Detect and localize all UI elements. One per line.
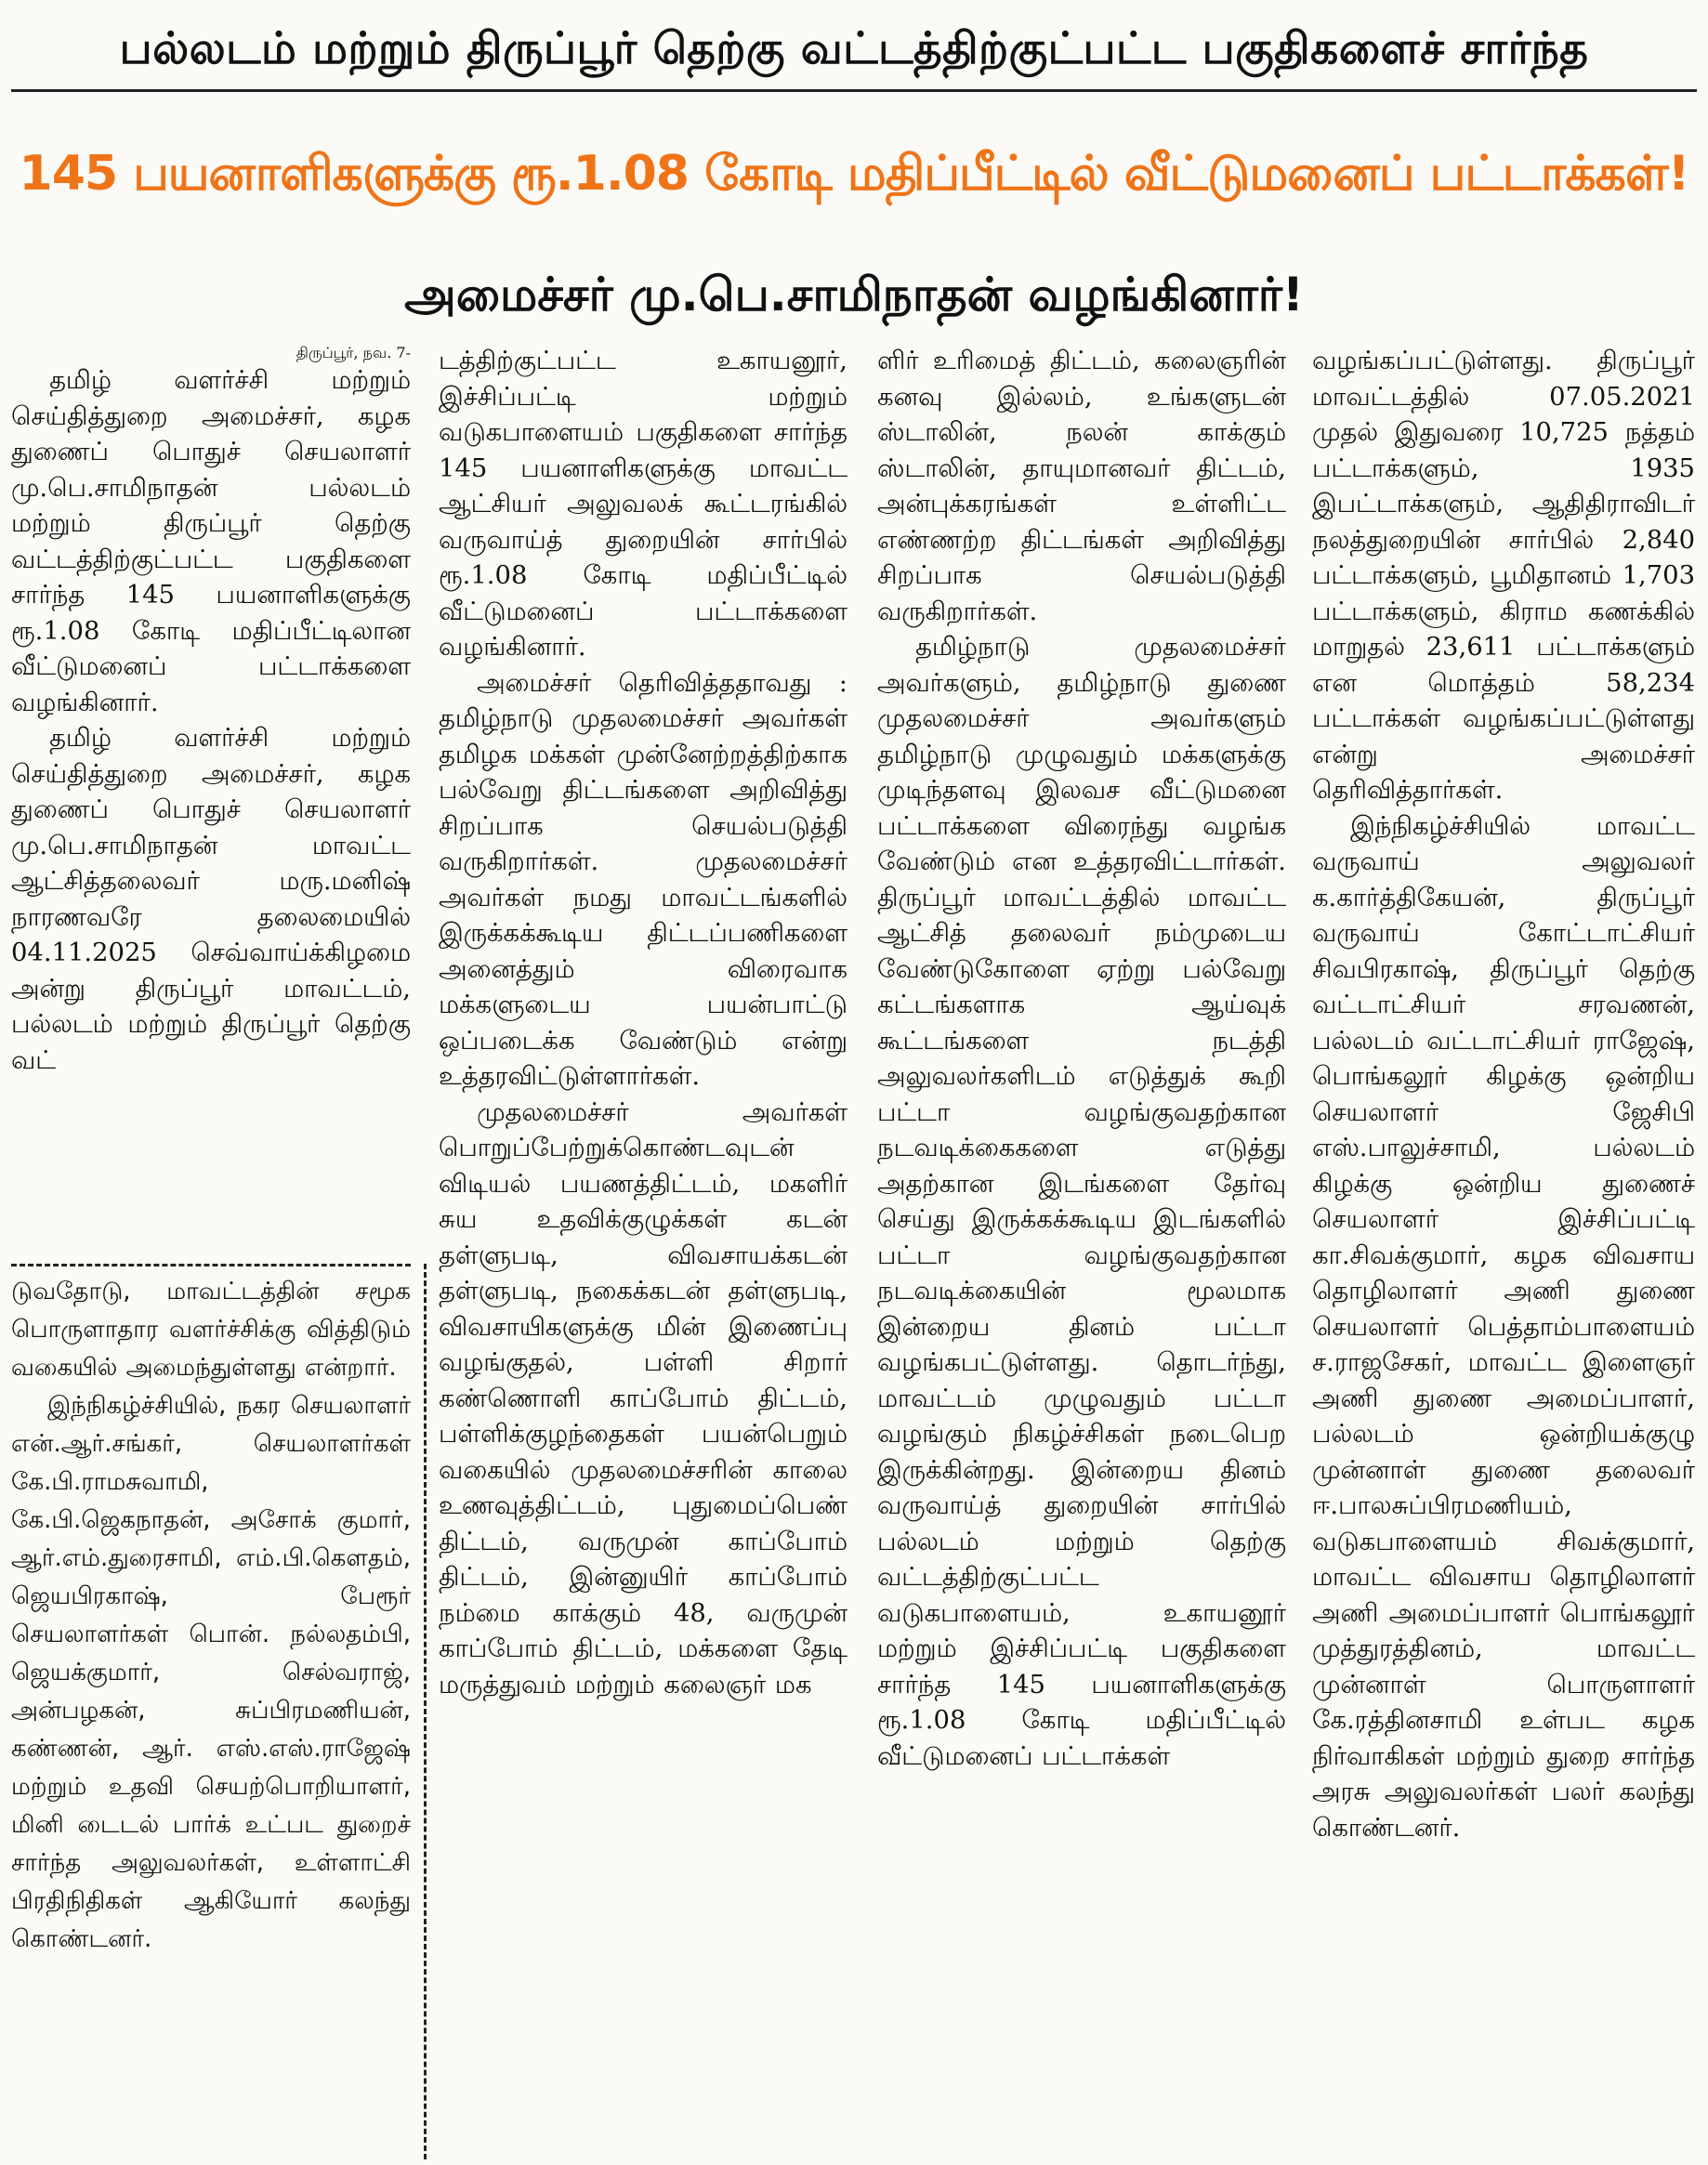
sub-headline: அமைச்சர் மு.பெ.சாமிநாதன் வழங்கினார்! — [404, 268, 1304, 321]
box-top-divider — [11, 1264, 411, 1266]
column-4 — [1312, 344, 1695, 2165]
paragraph: தமிழ் வளர்ச்சி மற்றும் செய்தித்துறை அமைச்சர், கழக துணைப் பொதுச் செயலாளர் மு.பெ.சாமிநாதன் மாவட்ட ஆட்சித்தலைவர் மரு.மனிஷ் நாரணவரே தலைமையில் 04.11.2025 செவ்வாய்க்கிழமை அன்று திருப்பூர் மாவட்டம், பல்லடம் மற்றும் திருப்பூர் தெற்கு வட் — [11, 724, 411, 1075]
paragraph: முதலமைச்சர் அவர்கள் பொறுப்பேற்றுக்கொண்டவுடன் விடியல் பயணத்திட்டம், மகளிர் சுய உதவிக்குழுக்கள் கடன் தள்ளுபடி, விவசாயக்கடன் தள்ளுபடி, நகைக்கடன் தள்ளுபடி, விவசாயிகளுக்கு மின் இணைப்பு வழங்குதல், பள்ளி சிறார் கண்ணொளி காப்போம் திட்டம், பள்ளிக்குழந்தைகள் பயன்பெறும் வகையில் முதலமைச்சரின் காலை உணவுத்திட்டம், புதுமைப்பெண் திட்டம், வருமுன் காப்போம் திட்டம், இன்னுயிர் காப்போம் நம்மை காக்கும் 48, வருமுன் காப்போம் திட்டம், மக்களை தேடி மருத்துவம் மற்றும் கலைஞர் மக — [439, 1097, 847, 1699]
article-body — [11, 344, 1697, 2165]
paragraph: இந்நிகழ்ச்சியில், நகர செயலாளர் என்.ஆர்.சங்கர், செயலாளர்கள் கே.பி.ராமசுவாமி, கே.பி.ஜெகநாதன், அசோக் குமார், ஆர்.எம்.துரைசாமி, எம்.பி.கௌதம், ஜெயபிரகாஷ், பேரூர் செயலாளர்கள் பொன். நல்லதம்பி, ஜெயக்குமார், செல்வராஜ், அன்பழகன், சுப்பிரமணியன், கண்ணன், ஆர். எஸ்.எஸ்.ராஜேஷ் மற்றும் உதவி செயற்பொறியாளர், மினி டைடல் பார்க் உட்பட துறைச் சார்ந்த அலுவலர்கள், உள்ளாட்சி பிரதிநிதிகள் ஆகியோர் கலந்து கொண்டனர். — [11, 1392, 411, 1953]
column-3 — [877, 344, 1286, 2165]
column-2 — [439, 344, 847, 2165]
kicker-rule — [11, 89, 1697, 92]
paragraph: வழங்கப்பட்டுள்ளது. திருப்பூர் மாவட்டத்தில் 07.05.2021 முதல் இதுவரை 10,725 நத்தம் பட்டாக்களும், 1935 இபட்டாக்களும், ஆதிதிராவிடர் நலத்துறையின் சார்பில் 2,840 பட்டாக்களும், பூமிதானம் 1,703 பட்டாக்களும், கிராம கணக்கில் மாறுதல் 23,611 பட்டாக்களும் என மொத்தம் 58,234 பட்டாக்கள் வழங்கப்பட்டுள்ளது என்று அமைச்சர் தெரிவித்தார்கள். — [1312, 347, 1695, 805]
paragraph: டத்திற்குட்பட்ட உகாயனூர், இச்சிப்பட்டி மற்றும் வடுகபாளையம் பகுதிகளை சார்ந்த 145 பயனாளிகளுக்கு மாவட்ட ஆட்சியர் அலுவலக் கூட்டரங்கில் வருவாய்த் துறையின் சார்பில் ரூ.1.08 கோடி மதிப்பீட்டில் வீட்டுமனைப் பட்டாக்களை வழங்கினார். — [439, 347, 847, 662]
paragraph: இந்நிகழ்ச்சியில் மாவட்ட வருவாய் அலுவலர் க.கார்த்திகேயன், திருப்பூர் வருவாய் கோட்டாட்சியர் சிவபிரகாஷ், திருப்பூர் தெற்கு வட்டாட்சியர் சரவணன், பல்லடம் வட்டாட்சியர் ராஜேஷ், பொங்கலூர் கிழக்கு ஒன்றிய செயலாளர் ஜேசிபி எஸ்.பாலுச்சாமி, பல்லடம் கிழக்கு ஒன்றிய துணைச் செயலாளர் இச்சிப்பட்டி கா.சிவக்குமார், கழக விவசாய தொழிலாளர் அணி துணை செயலாளர் பெத்தாம்பாளையம் ச.ராஜசேகர், மாவட்ட இளைஞர் அணி துணை அமைப்பாளர், பல்லடம் ஒன்றியக்குழு முன்னாள் துணை தலைவர் ஈ.பாலசுப்பிரமணியம், வடுகபாளையம் சிவக்குமார், மாவட்ட விவசாய தொழிலாளர் அணி அமைப்பாளர் பொங்கலூர் முத்துரத்தினம், மாவட்ட முன்னாள் பொருளாளர் கே.ரத்தினசாமி உள்பட கழக நிர்வாகிகள் மற்றும் துறை சார்ந்த அரசு அலுவலர்கள் பலர் கலந்து கொண்டனர். — [1312, 811, 1695, 1843]
column-1-article — [11, 344, 411, 1259]
main-headline: 145 பயனாளிகளுக்கு ரூ.1.08 கோடி மதிப்பீட்டில் வீட்டுமனைப் பட்டாக்கள்! — [19, 146, 1689, 202]
paragraph: தமிழ் வளர்ச்சி மற்றும் செய்தித்துறை அமைச்சர், கழக துணைப் பொதுச் செயலாளர் மு.பெ.சாமிநாதன் பல்லடம் மற்றும் திருப்பூர் தெற்கு வட்டத்திற்குட்பட்ட பகுதிகளை சார்ந்த 145 பயனாளிகளுக்கு ரூ.1.08 கோடி மதிப்பீட்டிலான வீட்டுமனைப் பட்டாக்களை வழங்கினார். — [11, 366, 411, 717]
paragraph: அமைச்சர் தெரிவித்ததாவது : தமிழ்நாடு முதலமைச்சர் அவர்கள் தமிழக மக்கள் முன்னேற்றத்திற்காக பல்வேறு திட்டங்களை அறிவித்து சிறப்பாக செயல்படுத்தி வருகிறார்கள். முதலமைச்சர் அவர்கள் நமது மாவட்டங்களில் இருக்கக்கூடிய திட்டப்பணிகளை அனைத்தும் விரைவாக மக்களுடைய பயன்பாட்டு ஒப்படைக்க வேண்டும் என்று உத்தரவிட்டுள்ளார்கள். — [439, 668, 847, 1091]
dateline: திருப்பூர், நவ. 7- — [296, 344, 411, 361]
column-1 — [11, 344, 411, 2165]
paragraph: தமிழ்நாடு முதலமைச்சர் அவர்களும், தமிழ்நாடு துணை முதலமைச்சர் அவர்களும் தமிழ்நாடு முழுவதும் மக்களுக்கு முடிந்தளவு இலவச வீட்டுமனை பட்டாக்களை விரைந்து வழங்க வேண்டும் என உத்தரவிட்டார்கள். திருப்பூர் மாவட்டத்தில் மாவட்ட ஆட்சித் தலைவர் நம்முடைய வேண்டுகோளை ஏற்று பல்வேறு கட்டங்களாக ஆய்வுக் கூட்டங்களை நடத்தி அலுவலர்களிடம் எடுத்துக் கூறி பட்டா வழங்குவதற்கான நடவடிக்கைகளை எடுத்து அதற்கான இடங்களை தேர்வு செய்து இருக்கக்கூடிய இடங்களில் பட்டா வழங்குவதற்கான நடவடிக்கையின் மூலமாக இன்றைய தினம் பட்டா வழங்கபட்டுள்ளது. தொடர்ந்து, மாவட்டம் முழுவதும் பட்டா வழங்கும் நிகழ்ச்சிகள் நடைபெற இருக்கின்றது. இன்றைய தினம் வருவாய்த் துறையின் சார்பில் பல்லடம் மற்றும் தெற்கு வட்டத்திற்குட்பட்ட வடுகபாளையம், உகாயனூர் மற்றும் இச்சிப்பட்டி பகுதிகளை சார்ந்த 145 பயனாளிகளுக்கு ரூ.1.08 கோடி மதிப்பீட்டில் வீட்டுமனைப் பட்டாக்கள் — [877, 633, 1286, 1771]
paragraph: டுவதோடு, மாவட்டத்தின் சமூக பொருளாதார வளர்ச்சிக்கு வித்திடும் வகையில் அமைந்துள்ளது என்றார். — [11, 1278, 411, 1382]
paragraph: ளிர் உரிமைத் திட்டம், கலைஞரின் கனவு இல்லம், உங்களுடன் ஸ்டாலின், நலன் காக்கும் ஸ்டாலின், தாயுமானவர் திட்டம், அன்புக்கரங்கள் உள்ளிட்ட எண்ணற்ற திட்டங்கள் அறிவித்து சிறப்பாக செயல்படுத்தி வருகிறார்கள். — [877, 347, 1286, 626]
kicker-headline: பல்லடம் மற்றும் திருப்பூர் தெற்கு வட்டத்திற்குட்பட்ட பகுதிகளைச் சார்ந்த — [119, 23, 1589, 74]
boxed-related-story — [11, 1273, 411, 2165]
box-side-divider — [424, 1264, 427, 2159]
